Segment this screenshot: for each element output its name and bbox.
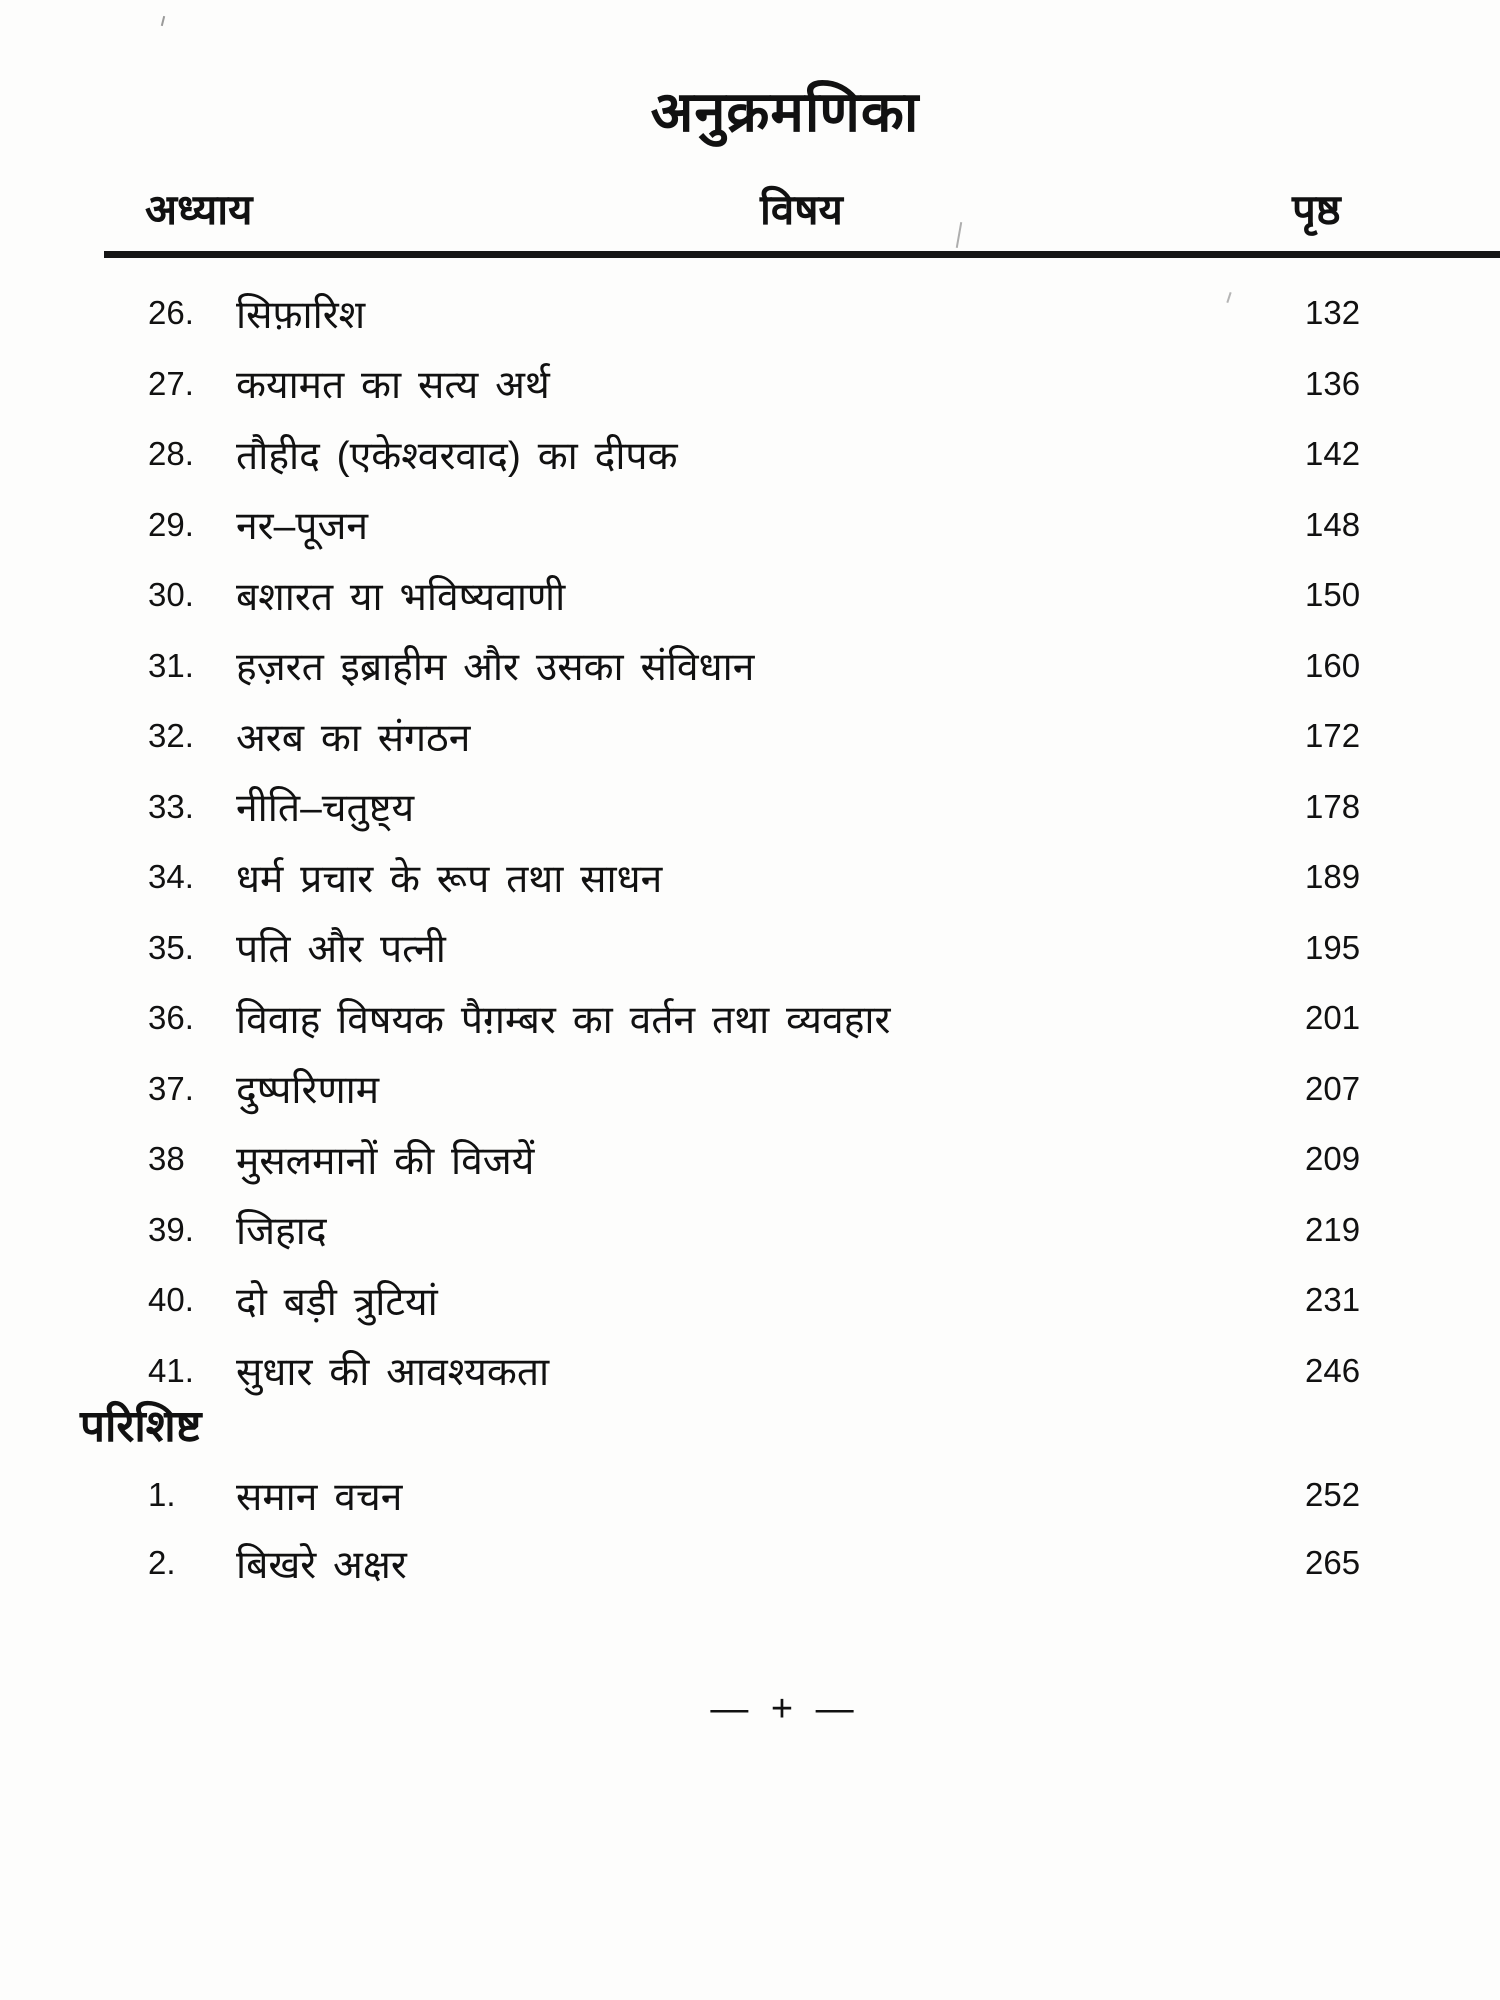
toc-row xyxy=(0,490,1500,561)
appendix-number: 1. xyxy=(148,1476,176,1513)
page-number: 209 xyxy=(1305,1140,1361,1178)
page-number: 252 xyxy=(1305,1476,1361,1513)
col-header-subject: विषय xyxy=(760,186,843,233)
chapter-title: पति और पत्नी xyxy=(236,928,446,972)
toc-row xyxy=(0,1195,1500,1266)
toc-row xyxy=(0,1054,1500,1125)
toc-row xyxy=(0,560,1500,631)
appendix-row xyxy=(0,1529,1500,1597)
chapter-title: तौहीद (एकेश्वरवाद) का दीपक xyxy=(236,434,678,478)
chapter-title: सिफ़ारिश xyxy=(236,293,366,337)
toc-list xyxy=(0,278,1500,1406)
page-number: 132 xyxy=(1305,294,1361,332)
toc-row xyxy=(0,419,1500,490)
chapter-number: 30. xyxy=(148,576,194,614)
chapter-title: दुष्परिणाम xyxy=(236,1069,380,1113)
appendix-list xyxy=(0,1461,1500,1597)
toc-row xyxy=(0,278,1500,349)
chapter-number: 36. xyxy=(148,999,194,1037)
appendix-number: 2. xyxy=(148,1544,176,1581)
chapter-title: दो बड़ी त्रुटियां xyxy=(236,1280,438,1324)
page-number: 136 xyxy=(1305,364,1361,402)
column-headers xyxy=(0,180,1500,240)
chapter-number: 31. xyxy=(148,646,194,684)
chapter-title: धर्म प्रचार के रूप तथा साधन xyxy=(236,857,663,901)
chapter-title: मुसलमानों की विजयें xyxy=(236,1139,535,1183)
section-end-mark: — + — xyxy=(710,1688,860,1730)
page-number: 148 xyxy=(1305,505,1361,543)
chapter-title: विवाह विषयक पैग़म्बर का वर्तन तथा व्यवहार xyxy=(236,998,891,1042)
chapter-number: 28. xyxy=(148,435,194,473)
chapter-number: 37. xyxy=(148,1069,194,1107)
appendix-heading: परिशिष्ट xyxy=(80,1402,202,1451)
page-number: 246 xyxy=(1305,1351,1361,1389)
page-number: 150 xyxy=(1305,576,1361,614)
toc-row xyxy=(0,349,1500,420)
appendix-title: समान वचन xyxy=(236,1475,403,1519)
chapter-number: 39. xyxy=(148,1210,194,1248)
page-number: 265 xyxy=(1305,1544,1361,1581)
chapter-number: 32. xyxy=(148,717,194,755)
toc-row xyxy=(0,701,1500,772)
chapter-title: सुधार की आवश्यकता xyxy=(236,1351,550,1395)
page-number: 231 xyxy=(1305,1281,1361,1319)
page-number: 201 xyxy=(1305,999,1361,1037)
chapter-number: 27. xyxy=(148,364,194,402)
chapter-title: नीति–चतुष्ट्य xyxy=(236,787,415,831)
chapter-title: कयामत का सत्य अर्थ xyxy=(236,364,550,408)
chapter-number: 41. xyxy=(148,1351,194,1389)
header-divider xyxy=(104,251,1500,258)
chapter-number: 29. xyxy=(148,505,194,543)
toc-row xyxy=(0,913,1500,984)
toc-row xyxy=(0,631,1500,702)
page-number: 219 xyxy=(1305,1210,1361,1248)
toc-row xyxy=(0,842,1500,913)
col-header-page: पृष्ठ xyxy=(1292,186,1341,233)
toc-row xyxy=(0,772,1500,843)
scan-speck xyxy=(161,16,165,26)
page-number: 172 xyxy=(1305,717,1361,755)
page-number: 189 xyxy=(1305,858,1361,896)
chapter-title: अरब का संगठन xyxy=(236,716,471,760)
chapter-title: बशारत या भविष्यवाणी xyxy=(236,575,566,619)
col-header-chapter: अध्याय xyxy=(145,186,253,233)
chapter-number: 38 xyxy=(148,1140,185,1178)
page-number: 195 xyxy=(1305,928,1361,966)
toc-row xyxy=(0,1124,1500,1195)
chapter-number: 35. xyxy=(148,928,194,966)
page-number: 160 xyxy=(1305,646,1361,684)
chapter-number: 26. xyxy=(148,294,194,332)
toc-row xyxy=(0,983,1500,1054)
page-title: अनुक्रमणिका xyxy=(650,80,920,143)
chapter-number: 33. xyxy=(148,787,194,825)
appendix-row xyxy=(0,1461,1500,1529)
chapter-title: जिहाद xyxy=(236,1210,327,1254)
page-number: 142 xyxy=(1305,435,1361,473)
page-number: 207 xyxy=(1305,1069,1361,1107)
chapter-title: हज़रत इब्राहीम और उसका संविधान xyxy=(236,646,755,690)
appendix-title: बिखरे अक्षर xyxy=(236,1543,407,1587)
toc-row xyxy=(0,1265,1500,1336)
toc-row xyxy=(0,1336,1500,1407)
chapter-number: 34. xyxy=(148,858,194,896)
chapter-number: 40. xyxy=(148,1281,194,1319)
chapter-title: नर–पूजन xyxy=(236,505,369,549)
page-number: 178 xyxy=(1305,787,1361,825)
